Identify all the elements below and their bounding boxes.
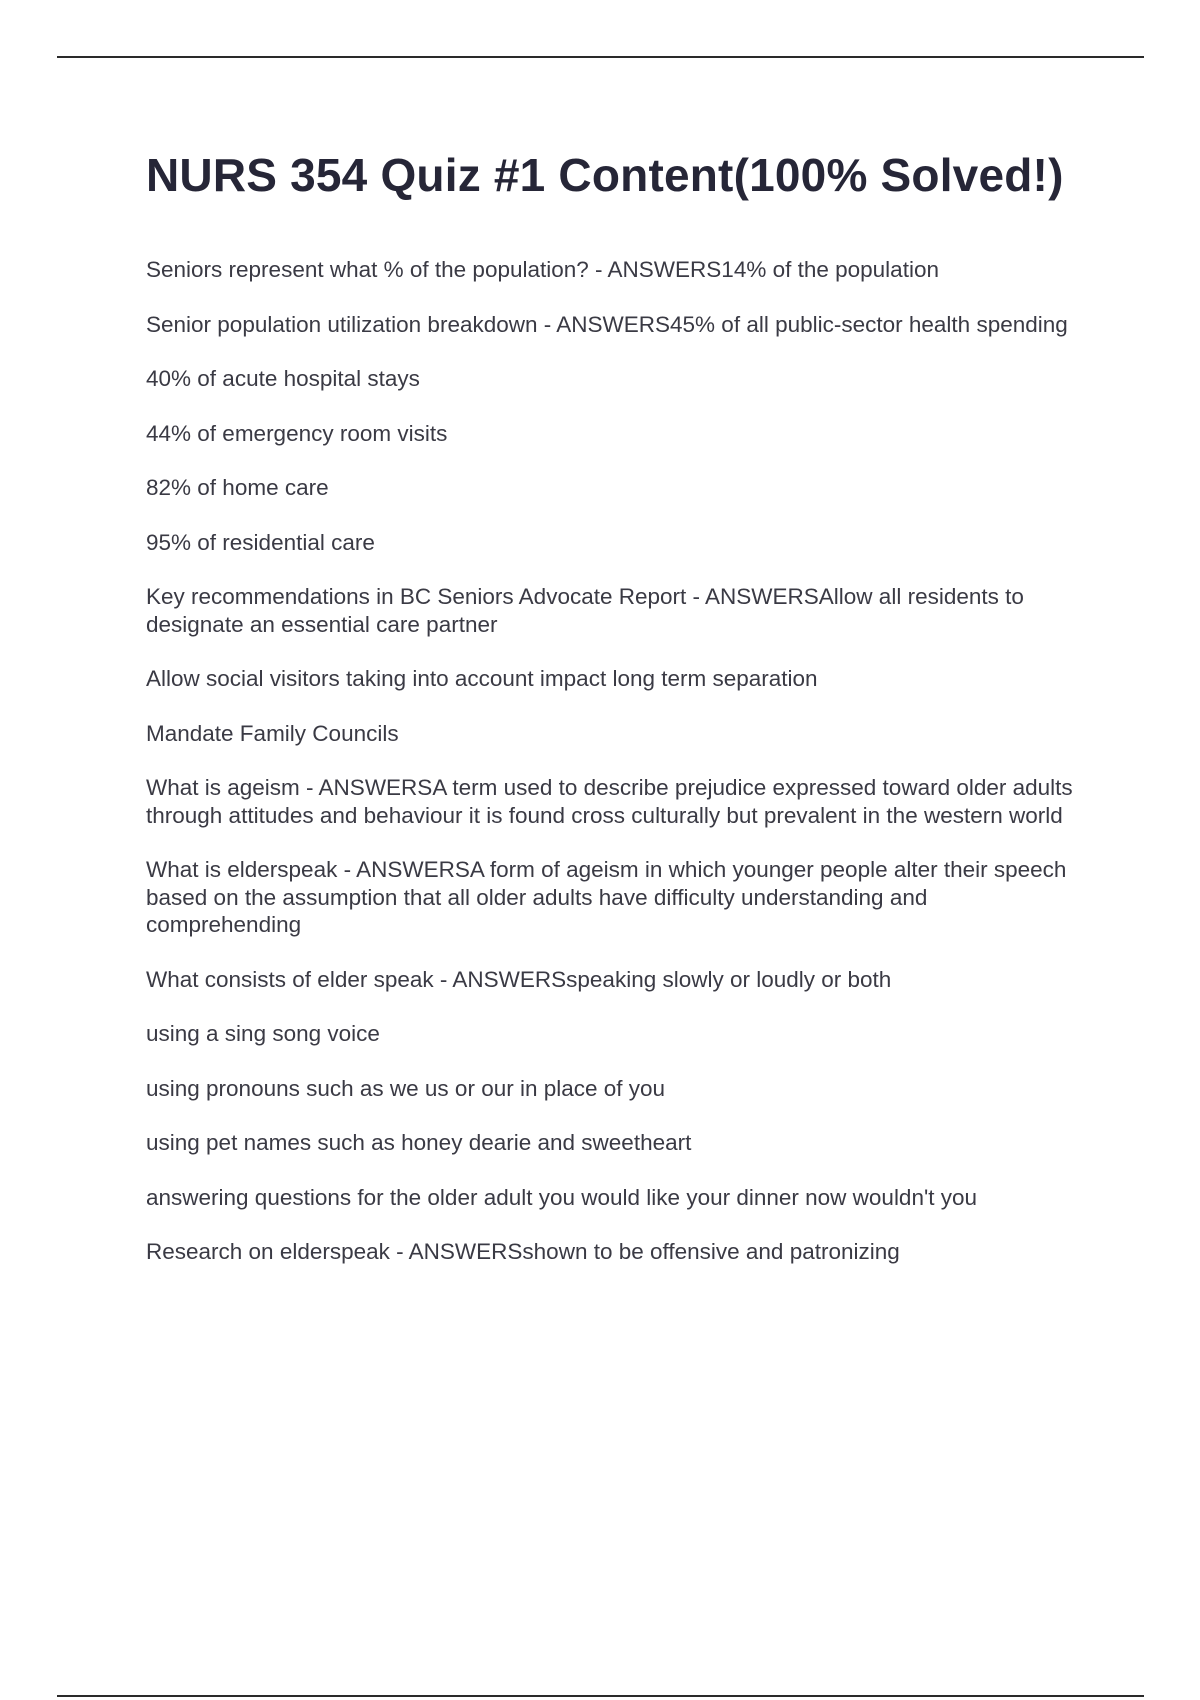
qa-item: Key recommendations in BC Seniors Advocate Report - ANSWERSAllow all residents to designate an essential care partner: [146, 584, 1024, 637]
qa-item: What is ageism - ANSWERSA term used to describe prejudice expressed toward older adults through attitudes and behaviour it is found cross culturally but prevalent in the western world: [146, 775, 1073, 828]
document-title: NURS 354 Quiz #1 Content(100% Solved!): [146, 149, 1064, 201]
qa-item: 44% of emergency room visits: [146, 420, 448, 446]
qa-list: [146, 256, 1086, 1266]
qa-item: using pet names such as honey dearie and sweetheart: [146, 1130, 692, 1155]
qa-item: 40% of acute hospital stays: [146, 366, 420, 391]
qa-item: Mandate Family Councils: [146, 720, 399, 746]
qa-item: 82% of home care: [146, 475, 329, 500]
qa-item: What is elderspeak - ANSWERSA form of ageism in which younger people alter their speech based on the assumption that all older adults have difficulty understanding and comprehending: [146, 857, 1067, 937]
qa-item: Senior population utilization breakdown - ANSWERS45% of all public-sector health spending: [146, 311, 1068, 337]
qa-item: Seniors represent what % of the population? - ANSWERS14% of the population: [146, 257, 939, 282]
qa-item: using pronouns such as we us or our in place of you: [146, 1075, 666, 1101]
top-rule: [57, 56, 1144, 58]
qa-item: What consists of elder speak - ANSWERSspeaking slowly or loudly or both: [146, 966, 892, 992]
document-body: [146, 146, 1086, 1293]
qa-item: answering questions for the older adult you would like your dinner now wouldn't you: [146, 1184, 978, 1210]
qa-item: 95% of residential care: [146, 529, 375, 555]
qa-item: Allow social visitors taking into account impact long term separation: [146, 666, 818, 691]
qa-item: using a sing song voice: [146, 1021, 380, 1046]
bottom-rule: [57, 1695, 1144, 1697]
qa-item: Research on elderspeak - ANSWERSshown to be offensive and patronizing: [146, 1239, 900, 1264]
